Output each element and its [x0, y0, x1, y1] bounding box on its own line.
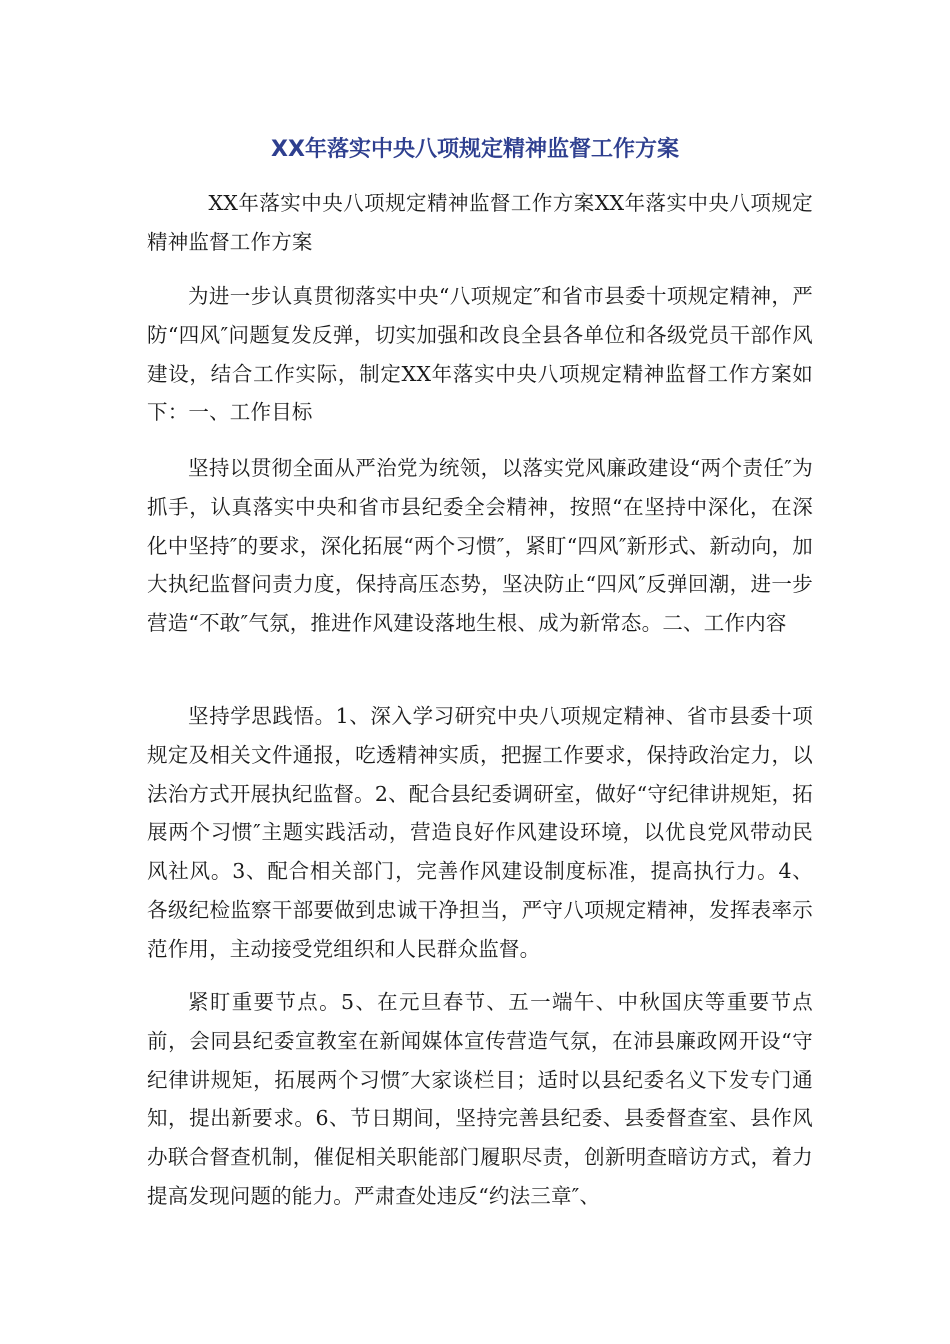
document-title: XX年落实中央八项规定精神监督工作方案 — [271, 137, 679, 162]
document-subtitle-paragraph: XX年落实中央八项规定精神监督工作方案XX年落实中央八项规定精神监督工作方案 — [147, 191, 813, 254]
paragraph-study-practice: 坚持学思践悟。1、深入学习研究中央八项规定精神、省市县委十项规定及相关文件通报，吃透精神实质，把握工作要求，保持政治定力，以法治方式开展执纪监督。2、配合县纪委调研室，做好“守纪律讲规矩，拓展两个习惯″主题实践活动，营造良好作风建设环境，以优良党风带动民风社风。3、配合相关部门，完善作风建设制度标准，提高执行力。4、各级纪检监察干部要做到忠诚干净担当，严守八项规定精神，发挥表率示范作用，主动接受党组织和人民群众监督。 — [147, 704, 813, 961]
paragraph-intro: 为进一步认真贯彻落实中央“八项规定″和省市县委十项规定精神，严防“四风″问题复发反弹，切实加强和改良全县各单位和各级党员干部作风建设，结合工作实际，制定XX年落实中央八项规定精神监督工作方案如下：一、工作目标 — [147, 284, 813, 425]
paragraph-work-goal: 坚持以贯彻全面从严治党为统领，以落实党风廉政建设“两个责任″为抓手，认真落实中央和省市县纪委全会精神，按照“在坚持中深化，在深化中坚持″的要求，深化拓展“两个习惯″，紧盯“四风″新形式、新动向，加大执纪监督问责力度，保持高压态势，坚决防止“四风″反弹回潮，进一步营造“不敢″气氛，推进作风建设落地生根、成为新常态。二、工作内容 — [147, 456, 813, 636]
paragraph-key-nodes: 紧盯重要节点。5、在元旦春节、五一端午、中秋国庆等重要节点前，会同县纪委宣教室在新闻媒体宣传营造气氛，在沛县廉政网开设“守纪律讲规矩，拓展两个习惯″大家谈栏目；适时以县纪委名义下发专门通知，提出新要求。6、节日期间，坚持完善县纪委、县委督查室、县作风办联合督查机制，催促相关职能部门履职尽责，创新明查暗访方式，着力提高发现问题的能力。严肃查处违反“约法三章″、 — [147, 990, 813, 1208]
